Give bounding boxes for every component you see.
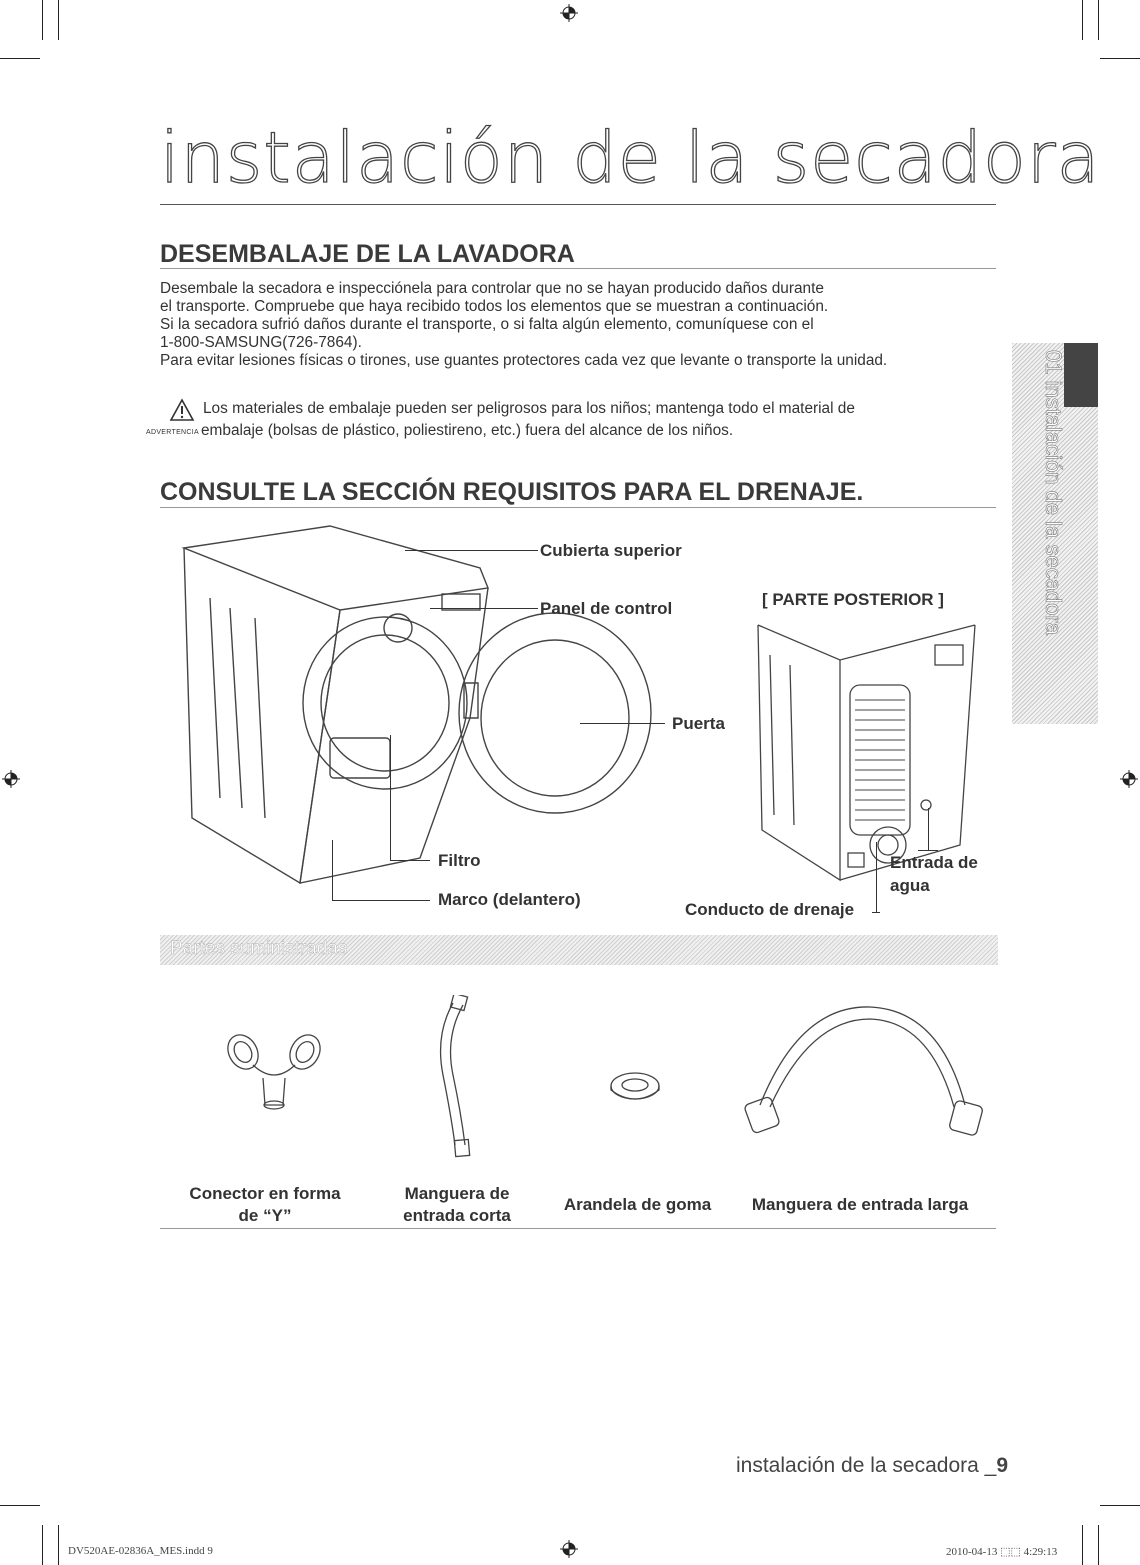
leader-line [580, 723, 665, 724]
print-slug-left: DV520AE-02836A_MES.indd 9 [68, 1545, 213, 1557]
rear-view-title: [ PARTE POSTERIOR ] [762, 590, 944, 609]
label-water-inlet: Entrada de [890, 853, 978, 872]
crop-mark [58, 1525, 59, 1565]
registration-mark-icon [560, 4, 578, 22]
part-caption-long-hose: Manguera de entrada larga [751, 1195, 969, 1214]
leader-line [876, 842, 877, 912]
part-caption-short-hose: Manguera de entrada corta [403, 1184, 511, 1225]
crop-mark [0, 58, 40, 59]
page-title: instalación de la secadora [160, 117, 1101, 199]
short-hose-icon [425, 995, 475, 1160]
crop-mark [1082, 1525, 1083, 1565]
crop-mark [1100, 58, 1140, 59]
crop-mark [58, 0, 59, 40]
leader-line [390, 860, 430, 861]
crop-mark [1098, 0, 1099, 40]
part-caption-washer: Arandela de goma [563, 1195, 712, 1214]
warning-line-2: embalaje (bolsas de plástico, poliestireno, etc.) fuera del alcance de los niños. [201, 422, 734, 439]
leader-line [405, 550, 538, 551]
label-door: Puerta [672, 714, 725, 733]
chapter-side-tab-accent [1064, 343, 1098, 407]
crop-mark [1082, 0, 1083, 40]
section-heading-drain: CONSULTE LA SECCIÓN REQUISITOS PARA EL DRENAJE. [160, 478, 864, 506]
crop-mark [0, 1505, 40, 1506]
warning-label: ADVERTENCIA [146, 429, 199, 436]
paragraph-line: Desembale la secadora e inspecciónela para controlar que no se hayan producido daños durante [160, 280, 824, 297]
y-connector-icon [225, 1030, 325, 1115]
rubber-washer-icon [605, 1068, 665, 1108]
title-rule [160, 204, 996, 205]
leader-line [928, 808, 929, 850]
parts-bottom-rule [160, 1228, 996, 1229]
label-water-inlet-2: agua [890, 876, 930, 895]
unpacking-text [160, 280, 1000, 370]
registration-mark-icon [1120, 770, 1138, 788]
label-top-cover: Cubierta superior [540, 541, 682, 560]
leader-line [390, 735, 391, 860]
paragraph-line: 1-800-SAMSUNG(726-7864). [160, 334, 362, 351]
label-drain-duct: Conducto de drenaje [685, 900, 855, 919]
dryer-rear-illustration [750, 615, 980, 885]
dryer-front-illustration [170, 518, 673, 898]
leader-line [918, 850, 938, 851]
crop-mark [1100, 1505, 1140, 1506]
registration-mark-icon [560, 1540, 578, 1558]
section-rule [160, 507, 996, 508]
page-number: 9 [996, 1454, 1009, 1477]
page-footer [736, 1454, 1008, 1478]
chapter-side-tab-text: 01 instalación de la secadora [1041, 350, 1066, 635]
footer-text: instalación de la secadora _ [736, 1454, 997, 1477]
leader-line [332, 900, 430, 901]
label-control-panel: Panel de control [540, 599, 673, 618]
paragraph-line: el transporte. Compruebe que haya recibido todos los elementos que se muestran a continuación. [160, 298, 829, 315]
leader-line [872, 912, 880, 913]
label-filter: Filtro [438, 851, 481, 870]
parts-header: Partes suministradas [170, 938, 348, 959]
leader-line [332, 840, 333, 900]
leader-line [430, 608, 538, 609]
paragraph-line: Si la secadora sufrió daños durante el transporte, o si falta algún elemento, comuníquese con el [160, 316, 814, 333]
section-heading-unpacking: DESEMBALAJE DE LA LAVADORA [160, 240, 575, 268]
crop-mark [42, 0, 43, 40]
section-rule [160, 268, 996, 269]
label-front-frame: Marco (delantero) [438, 890, 581, 909]
print-slug-right: 2010-04-13 ⬚⬚ 4:29:13 [946, 1546, 1058, 1558]
long-hose-icon [740, 995, 990, 1145]
warning-icon [169, 398, 195, 422]
registration-mark-icon [2, 770, 20, 788]
warning-line-1: Los materiales de embalaje pueden ser peligrosos para los niños; mantenga todo el material de [203, 400, 855, 417]
part-caption-y-connector: Conector en forma de “Y” [189, 1184, 341, 1225]
crop-mark [42, 1525, 43, 1565]
paragraph-line: Para evitar lesiones físicas o tirones, use guantes protectores cada vez que levante o transporte la unidad. [160, 352, 888, 369]
crop-mark [1098, 1525, 1099, 1565]
